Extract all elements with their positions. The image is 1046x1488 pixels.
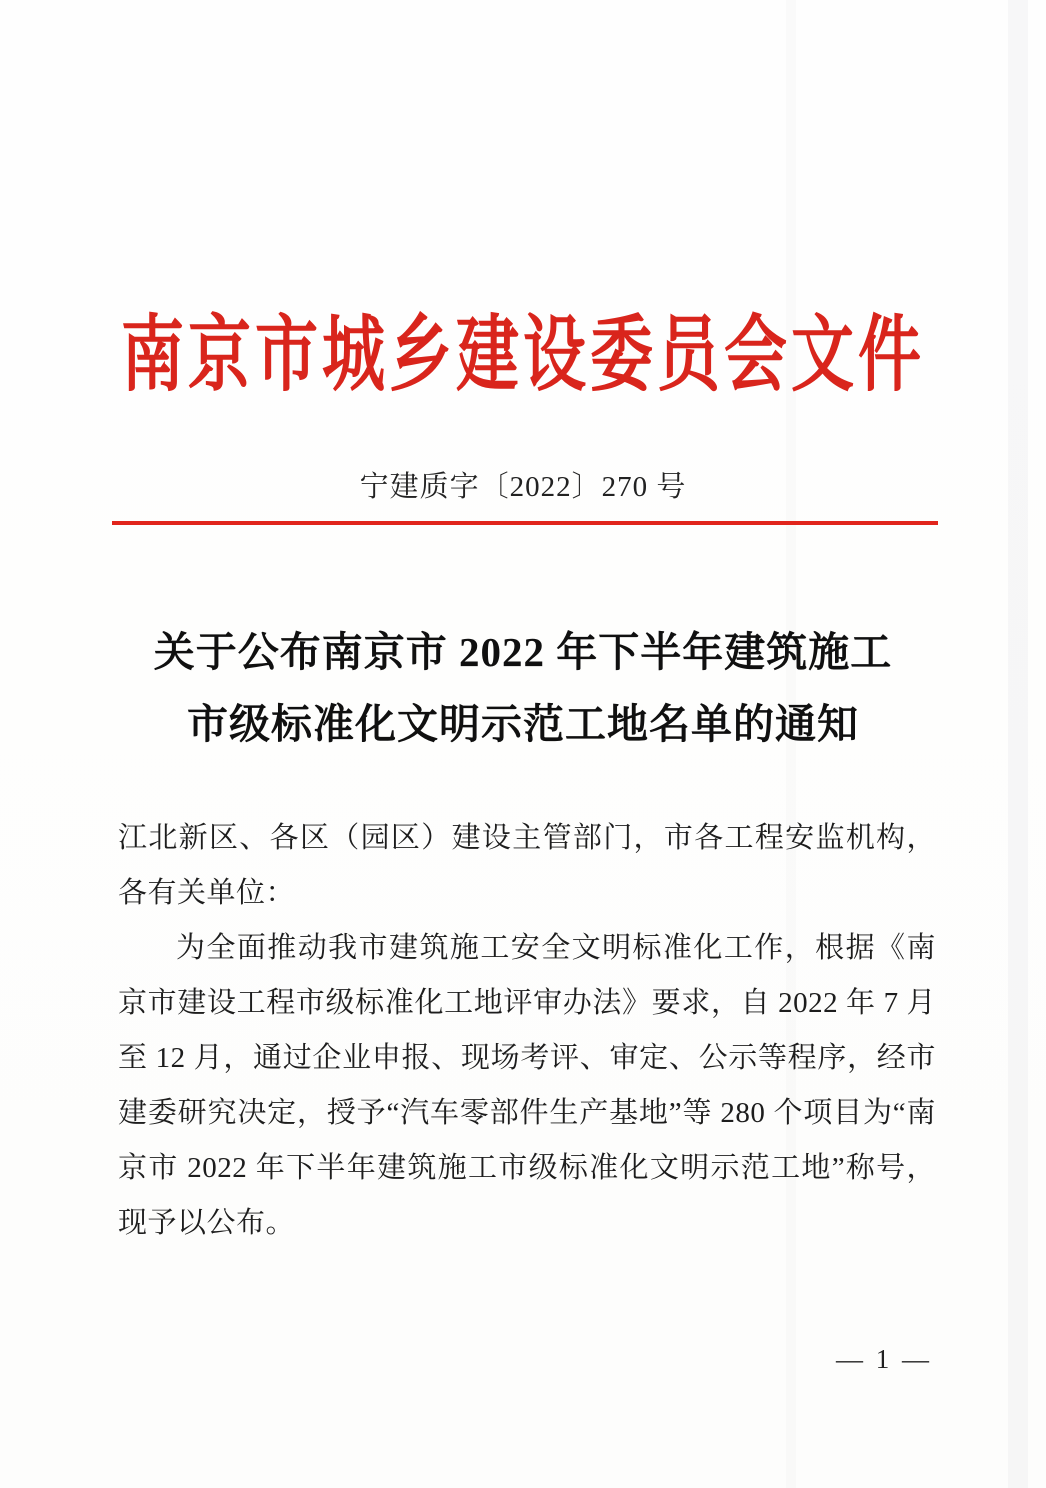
page-number: — 1 — <box>836 1344 932 1374</box>
document-reference-number: 宁建质字〔2022〕270 号 <box>359 471 687 503</box>
subject-line-2: 市级标准化文明示范工地名单的通知 <box>187 701 859 747</box>
red-divider-line <box>112 521 938 525</box>
document-body <box>118 811 936 1251</box>
agency-header-title: 南京市城乡建设委员会文件 <box>121 309 925 402</box>
subject-line-1: 关于公布南京市 2022 年下半年建筑施工 <box>153 629 893 675</box>
main-paragraph: 为全面推动我市建筑施工安全文明标准化工作，根据《南京市建设工程市级标准化工地评审办法》要求，自 2022 年 7 月至 12 月，通过企业申报、现场考评、审定、公示等程序，经市建委研究决定，授予“汽车零部件生产基地”等 280 个项目为“南京市 2022 年下半年建筑施工市级标准化文明示范工地”称号，现予以公布。 <box>118 932 936 1239</box>
salutation-line: 江北新区、各区（园区）建设主管部门，市各工程安监机构，各有关单位： <box>118 822 936 909</box>
document-subject-title <box>0 616 1046 760</box>
